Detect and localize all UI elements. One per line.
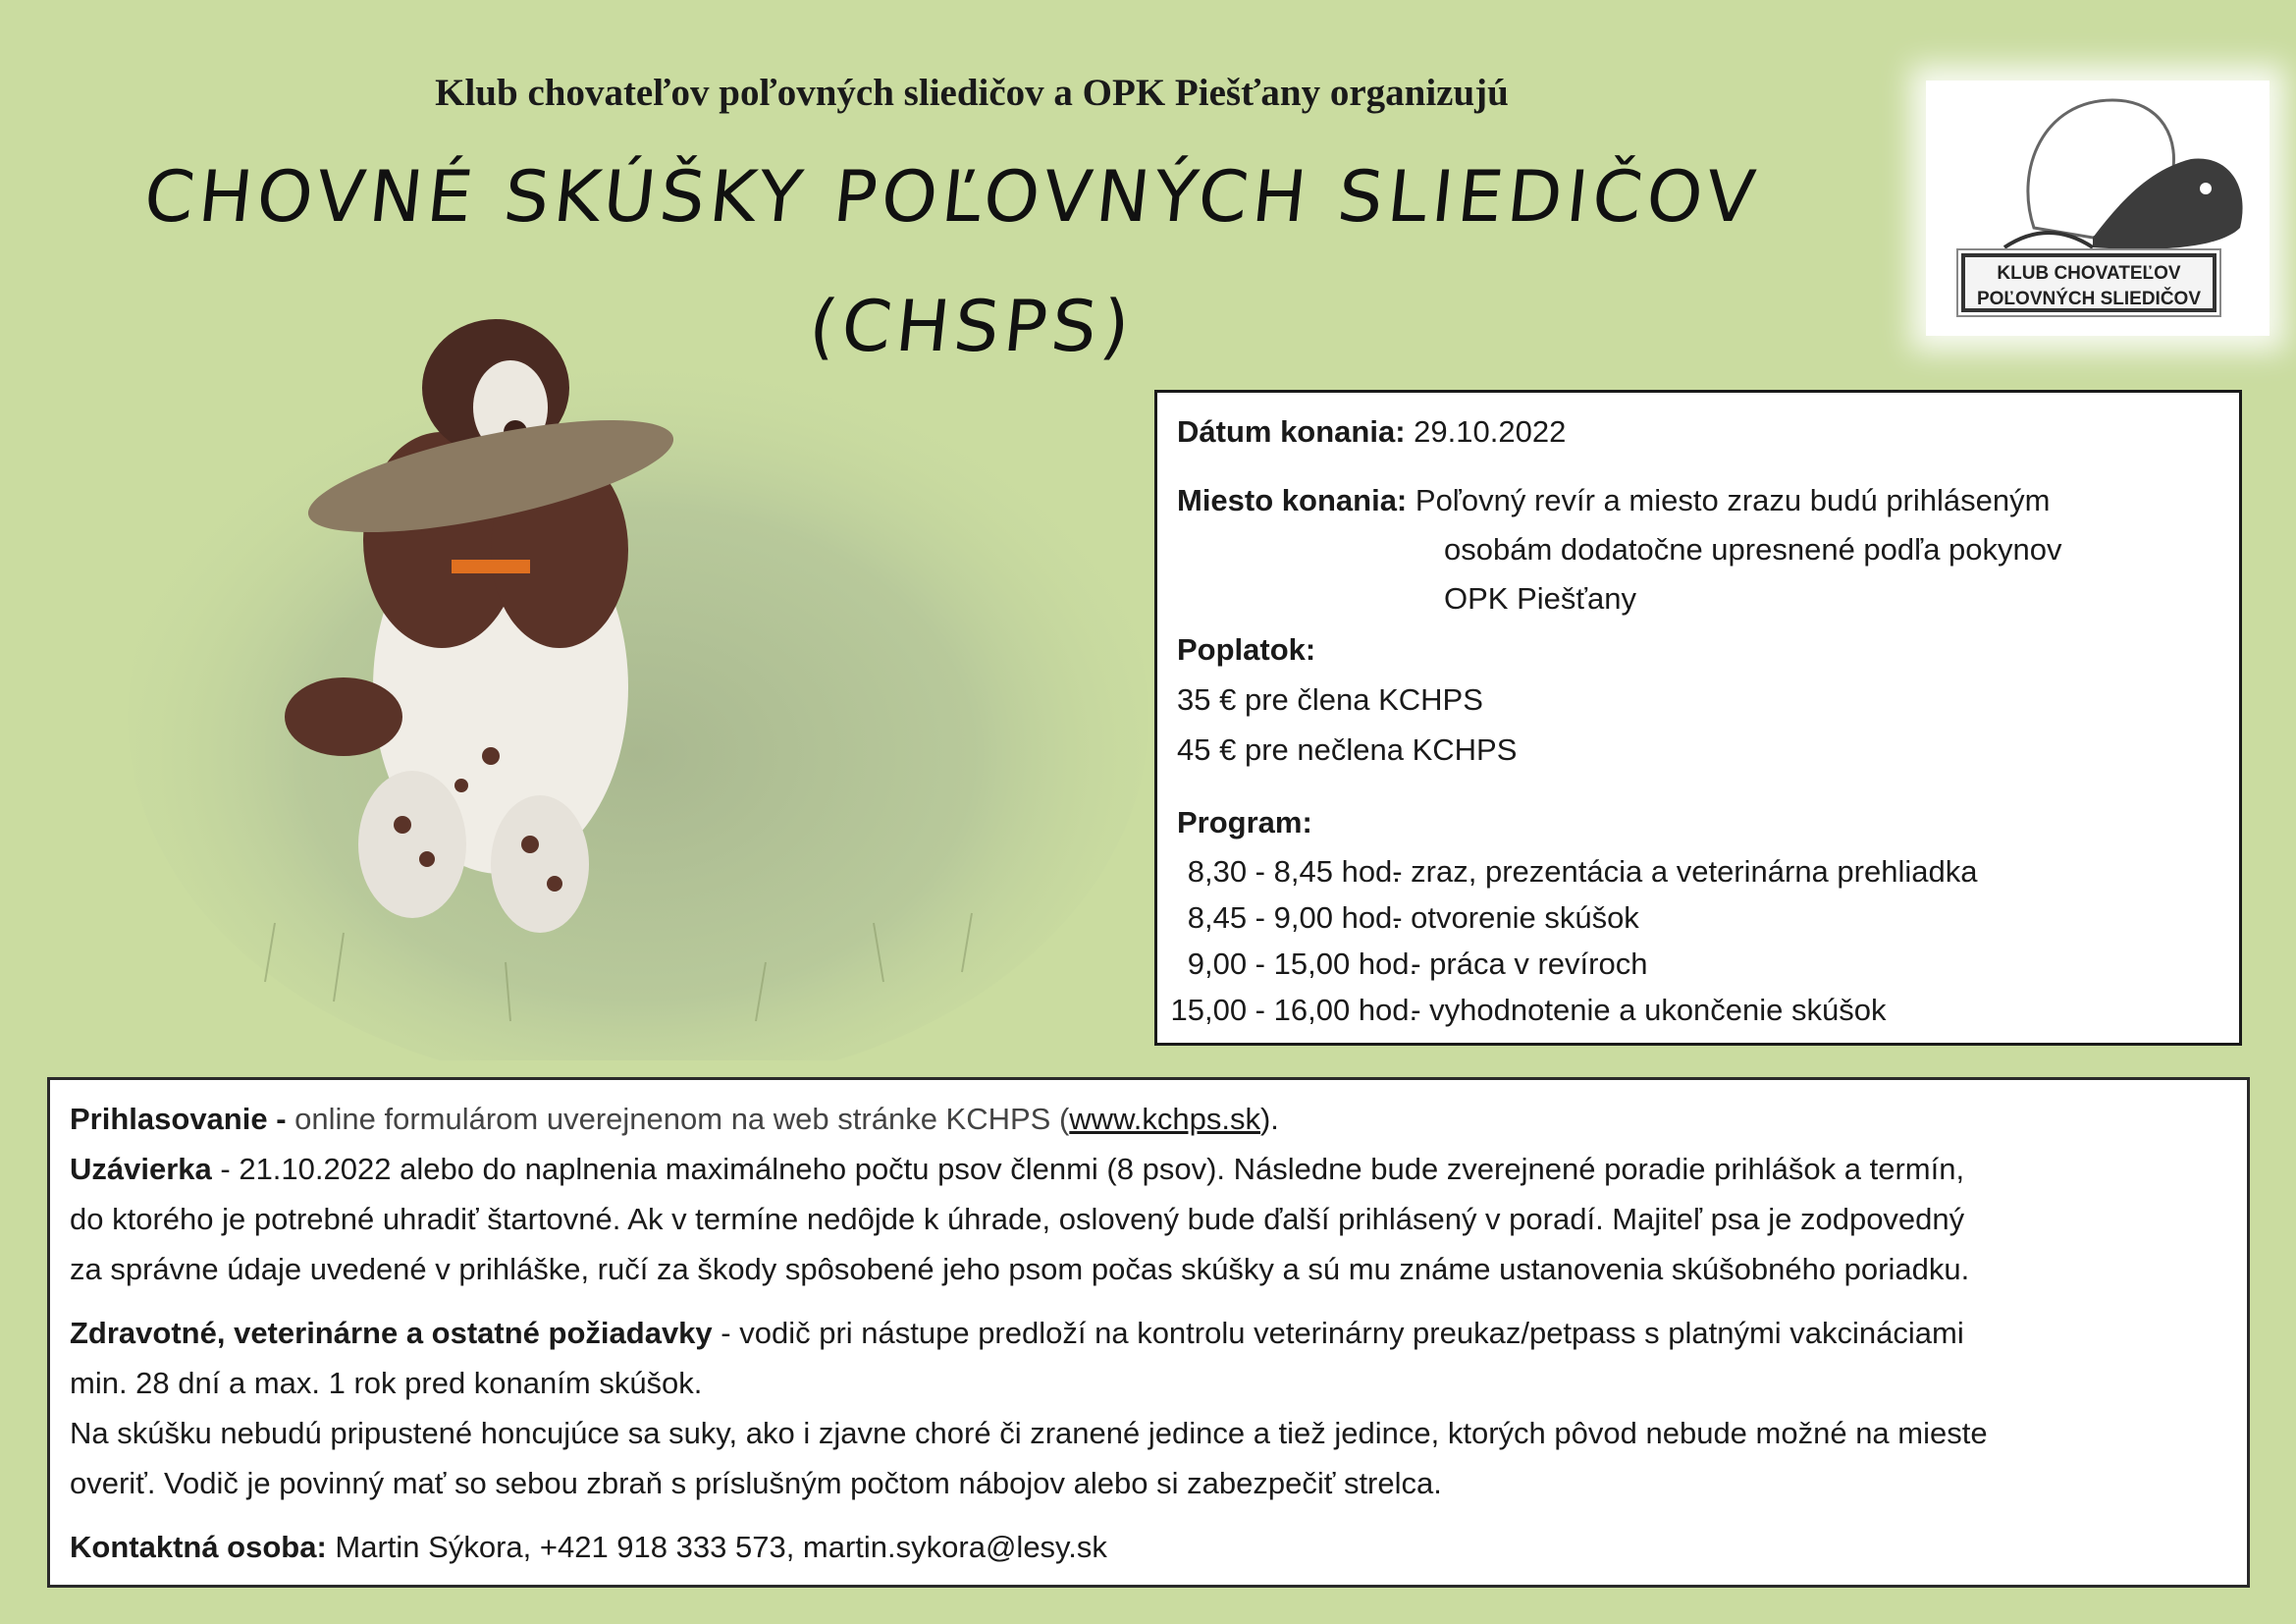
program-from: 8,45 - bbox=[1187, 900, 1265, 935]
program-to: 9,00 hod. bbox=[1273, 900, 1401, 935]
rules-line2: overiť. Vodič je povinný mať so sebou zbraň s príslušným počtom nábojov alebo si zabezpečiť strelca. bbox=[70, 1466, 1442, 1500]
place-line3: OPK Piešťany bbox=[1444, 581, 1636, 616]
place-line2: osobám dodatočne upresnené podľa pokynov bbox=[1444, 532, 2062, 567]
dog-photo bbox=[118, 295, 1158, 1060]
date-row bbox=[1177, 414, 1566, 450]
registration-end: ). bbox=[1259, 1102, 1279, 1136]
registration-text: online formulárom uverejnenom na web stránke KCHPS ( bbox=[286, 1102, 1070, 1136]
deadline-text: - 21.10.2022 alebo do naplnenia maximálneho počtu psov členmi (8 psov). Následne bude zverejnené poradie prihlášok a termín, bbox=[211, 1152, 1965, 1186]
registration-line bbox=[70, 1094, 2227, 1144]
program-from: 9,00 - bbox=[1187, 947, 1265, 981]
website-link[interactable]: www.kchps.sk bbox=[1069, 1102, 1260, 1136]
program-desc: - otvorenie skúšok bbox=[1392, 900, 1639, 935]
program-item bbox=[1157, 854, 1977, 890]
rules-line1: Na skúšku nebudú pripustené honcujúce sa suky, ako i zjavne choré či zranené jedince a tiež jedince, ktorých pôvod nebude možné na mieste bbox=[70, 1416, 1988, 1450]
registration-label: Prihlasovanie - bbox=[70, 1102, 287, 1136]
logo-badge bbox=[1961, 253, 2216, 312]
program-item bbox=[1157, 947, 1647, 982]
club-logo bbox=[1926, 81, 2269, 336]
program-to: 8,45 hod. bbox=[1273, 854, 1401, 889]
program-desc: - vyhodnotenie a ukončenie skúšok bbox=[1411, 993, 1887, 1027]
program-item bbox=[1157, 993, 1887, 1028]
page-title: CHOVNÉ SKÚŠKY POĽOVNÝCH SLIEDIČOV bbox=[140, 155, 1764, 238]
program-item bbox=[1157, 900, 1639, 936]
contact-text: Martin Sýkora, +421 918 333 573, martin.sykora@lesy.sk bbox=[326, 1530, 1107, 1564]
program-desc: - zraz, prezentácia a veterinárna prehliadka bbox=[1392, 854, 1978, 889]
place-row bbox=[1177, 483, 2050, 518]
program-label: Program: bbox=[1177, 805, 1312, 839]
health-text: - vodič pri nástupe predloží na kontrolu veterinárny preukaz/petpass s platnými vakcináciami bbox=[712, 1316, 1964, 1350]
date-value: 29.10.2022 bbox=[1414, 414, 1567, 449]
fee-member: 35 € pre člena KCHPS bbox=[1177, 682, 1483, 717]
place-label: Miesto konania: bbox=[1177, 483, 1408, 517]
page-title-abbrev: (CHSPS) bbox=[805, 285, 1139, 367]
fee-label: Poplatok: bbox=[1177, 632, 1316, 667]
fee-nonmember: 45 € pre nečlena KCHPS bbox=[1177, 732, 1518, 767]
place-line1: Poľovný revír a miesto zrazu budú prihláseným bbox=[1415, 483, 2051, 517]
logo-text-line1: KLUB CHOVATEĽOV bbox=[1997, 263, 2181, 284]
health-line bbox=[70, 1308, 2227, 1358]
organizers-line: Klub chovateľov poľovných sliedičov a OPK Piešťany organizujú bbox=[435, 72, 1509, 114]
program-desc: - práca v revíroch bbox=[1411, 947, 1648, 981]
deadline-line2: do ktorého je potrebné uhradiť štartovné. Ak v termíne nedôjde k úhrade, oslovený bude ďalší prihlásený v poradí. Majiteľ psa je zodpovedný bbox=[70, 1202, 1965, 1236]
program-to: 15,00 hod. bbox=[1273, 947, 1418, 981]
deadline-label: Uzávierka bbox=[70, 1152, 212, 1186]
event-info-box bbox=[1154, 390, 2242, 1046]
details-box bbox=[47, 1077, 2250, 1588]
program-from: 15,00 - bbox=[1170, 993, 1265, 1027]
health-line2: min. 28 dní a max. 1 rok pred konaním skúšok. bbox=[70, 1366, 703, 1400]
program-from: 8,30 - bbox=[1187, 854, 1265, 889]
logo-text-line2: POĽOVNÝCH SLIEDIČOV bbox=[1976, 289, 2202, 309]
deadline-line3: za správne údaje uvedené v prihláške, ručí za škody spôsobené jeho psom počas skúšky a sú mu známe ustanovenia skúšobného poriadku. bbox=[70, 1252, 1970, 1286]
program-to: 16,00 hod. bbox=[1273, 993, 1418, 1027]
spaniel-heads-icon bbox=[1926, 81, 2269, 257]
health-label: Zdravotné, veterinárne a ostatné požiadavky bbox=[70, 1316, 713, 1350]
contact-label: Kontaktná osoba: bbox=[70, 1530, 327, 1564]
deadline-line bbox=[70, 1144, 2227, 1194]
date-label: Dátum konania: bbox=[1177, 414, 1406, 449]
contact-line bbox=[70, 1522, 2227, 1572]
